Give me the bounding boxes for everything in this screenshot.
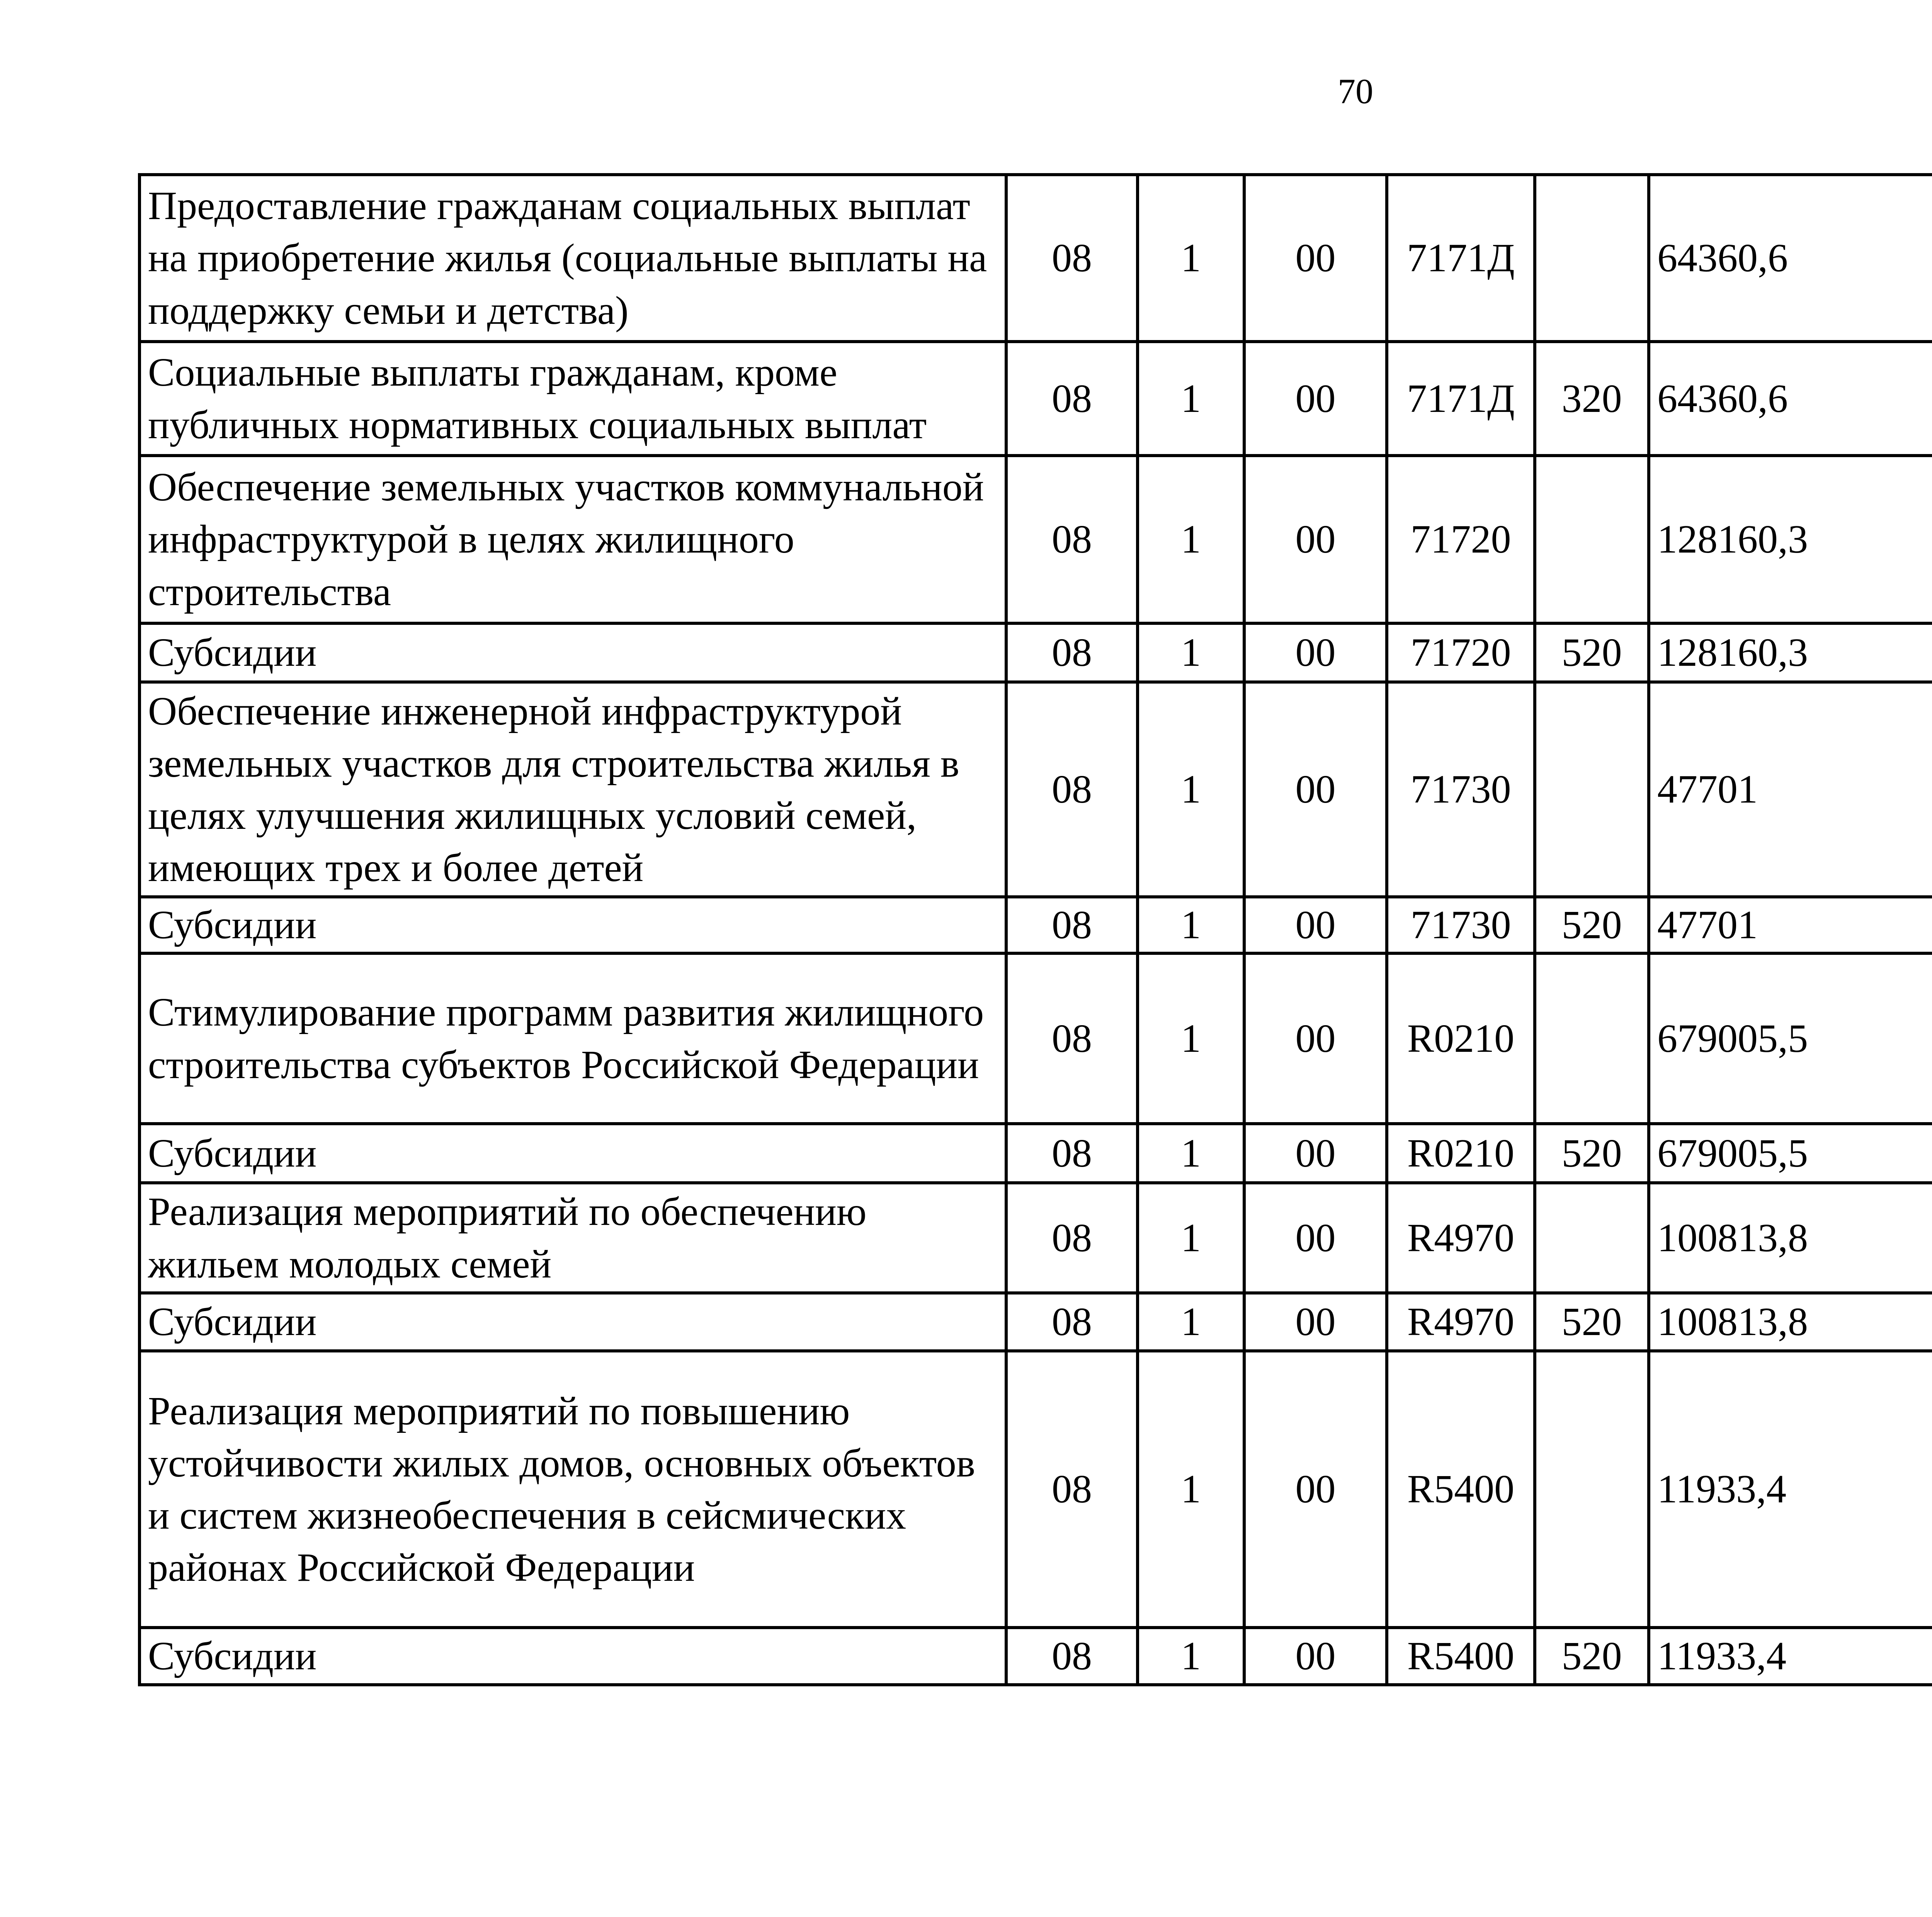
- target-article-code: R0210: [1387, 1124, 1535, 1183]
- table-row: [139, 623, 1932, 682]
- amount-year-1: 47701: [1649, 682, 1932, 897]
- subsection-code: 1: [1138, 1124, 1244, 1183]
- table-row: [139, 897, 1932, 953]
- program-code: 00: [1244, 1351, 1387, 1628]
- amount-year-1: 64360,6: [1649, 342, 1932, 456]
- target-article-code: 71720: [1387, 456, 1535, 623]
- section-code: 08: [1006, 897, 1138, 953]
- section-code: 08: [1006, 1628, 1138, 1685]
- subsection-code: 1: [1138, 342, 1244, 456]
- target-article-code: 7171Д: [1387, 342, 1535, 456]
- section-code: 08: [1006, 623, 1138, 682]
- expense-type-code: 520: [1535, 1124, 1649, 1183]
- section-code: 08: [1006, 682, 1138, 897]
- program-code: 00: [1244, 175, 1387, 342]
- row-name: Стимулирование программ развития жилищного строительства субъектов Российской Федерации: [139, 953, 1006, 1124]
- program-code: 00: [1244, 953, 1387, 1124]
- table-row: [139, 175, 1932, 342]
- amount-year-1: 100813,8: [1649, 1183, 1932, 1293]
- page-number: 70: [1338, 71, 1373, 111]
- row-name: Субсидии: [139, 623, 1006, 682]
- section-code: 08: [1006, 175, 1138, 342]
- section-code: 08: [1006, 456, 1138, 623]
- row-name: Субсидии: [139, 897, 1006, 953]
- row-name: Предоставление гражданам социальных выплат на приобретение жилья (социальные выплаты на поддержку семьи и детства): [139, 175, 1006, 342]
- target-article-code: 71720: [1387, 623, 1535, 682]
- target-article-code: R5400: [1387, 1628, 1535, 1685]
- expense-type-code: [1535, 1351, 1649, 1628]
- target-article-code: R0210: [1387, 953, 1535, 1124]
- expense-type-code: 520: [1535, 623, 1649, 682]
- section-code: 08: [1006, 1183, 1138, 1293]
- program-code: 00: [1244, 1628, 1387, 1685]
- program-code: 00: [1244, 897, 1387, 953]
- subsection-code: 1: [1138, 175, 1244, 342]
- target-article-code: R4970: [1387, 1293, 1535, 1351]
- amount-year-1: 11933,4: [1649, 1628, 1932, 1685]
- table-row: [139, 682, 1932, 897]
- expense-type-code: [1535, 953, 1649, 1124]
- row-name: Реализация мероприятий по повышению устойчивости жилых домов, основных объектов и систем жизнеобеспечения в сейсмических районах Российской Федерации: [139, 1351, 1006, 1628]
- table-row: [139, 1351, 1932, 1628]
- program-code: 00: [1244, 456, 1387, 623]
- table-row: [139, 1293, 1932, 1351]
- table-row: [139, 953, 1932, 1124]
- table-row: [139, 1183, 1932, 1293]
- table-row: [139, 1124, 1932, 1183]
- expense-type-code: 320: [1535, 342, 1649, 456]
- expense-type-code: 520: [1535, 897, 1649, 953]
- amount-year-1: 100813,8: [1649, 1293, 1932, 1351]
- expense-type-code: [1535, 1183, 1649, 1293]
- amount-year-1: 11933,4: [1649, 1351, 1932, 1628]
- amount-year-1: 64360,6: [1649, 175, 1932, 342]
- program-code: 00: [1244, 682, 1387, 897]
- expense-type-code: 520: [1535, 1628, 1649, 1685]
- table-row: [139, 1628, 1932, 1685]
- target-article-code: R5400: [1387, 1351, 1535, 1628]
- amount-year-1: 128160,3: [1649, 456, 1932, 623]
- subsection-code: 1: [1138, 1293, 1244, 1351]
- target-article-code: R4970: [1387, 1183, 1535, 1293]
- budget-table: [138, 173, 1932, 1686]
- amount-year-1: 128160,3: [1649, 623, 1932, 682]
- program-code: 00: [1244, 1183, 1387, 1293]
- program-code: 00: [1244, 342, 1387, 456]
- amount-year-1: 679005,5: [1649, 1124, 1932, 1183]
- subsection-code: 1: [1138, 623, 1244, 682]
- section-code: 08: [1006, 953, 1138, 1124]
- section-code: 08: [1006, 1351, 1138, 1628]
- amount-year-1: 47701: [1649, 897, 1932, 953]
- section-code: 08: [1006, 342, 1138, 456]
- row-name: Субсидии: [139, 1628, 1006, 1685]
- expense-type-code: 520: [1535, 1293, 1649, 1351]
- row-name: Обеспечение земельных участков коммунальной инфраструктурой в целях жилищного строительства: [139, 456, 1006, 623]
- target-article-code: 71730: [1387, 682, 1535, 897]
- subsection-code: 1: [1138, 897, 1244, 953]
- subsection-code: 1: [1138, 1351, 1244, 1628]
- row-name: Социальные выплаты гражданам, кроме публичных нормативных социальных выплат: [139, 342, 1006, 456]
- target-article-code: 71730: [1387, 897, 1535, 953]
- expense-type-code: [1535, 682, 1649, 897]
- expense-type-code: [1535, 456, 1649, 623]
- subsection-code: 1: [1138, 1183, 1244, 1293]
- program-code: 00: [1244, 1124, 1387, 1183]
- section-code: 08: [1006, 1124, 1138, 1183]
- row-name: Субсидии: [139, 1293, 1006, 1351]
- subsection-code: 1: [1138, 456, 1244, 623]
- program-code: 00: [1244, 623, 1387, 682]
- subsection-code: 1: [1138, 682, 1244, 897]
- section-code: 08: [1006, 1293, 1138, 1351]
- budget-table-body: [139, 175, 1932, 1685]
- row-name: Обеспечение инженерной инфраструктурой земельных участков для строительства жилья в целях улучшения жилищных условий семей, имеющих трех и более детей: [139, 682, 1006, 897]
- table-row: [139, 456, 1932, 623]
- amount-year-1: 679005,5: [1649, 953, 1932, 1124]
- row-name: Субсидии: [139, 1124, 1006, 1183]
- subsection-code: 1: [1138, 953, 1244, 1124]
- row-name: Реализация мероприятий по обеспечению жильем молодых семей: [139, 1183, 1006, 1293]
- target-article-code: 7171Д: [1387, 175, 1535, 342]
- table-row: [139, 342, 1932, 456]
- program-code: 00: [1244, 1293, 1387, 1351]
- subsection-code: 1: [1138, 1628, 1244, 1685]
- expense-type-code: [1535, 175, 1649, 342]
